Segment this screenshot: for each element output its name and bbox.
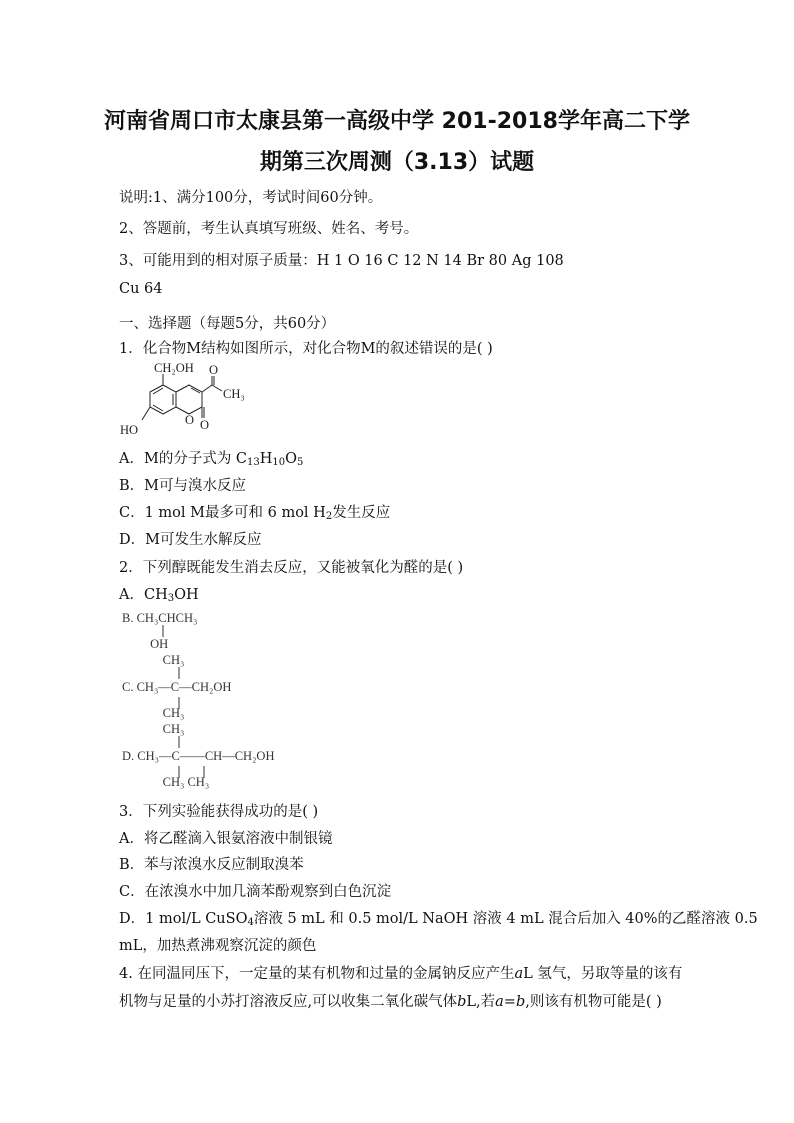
q3-option-b: B．苯与浓溴水反应制取溴苯 <box>119 857 304 873</box>
q2-option-c-line-0: CH₃ <box>122 653 185 667</box>
q3-option-d-cont: mL，加热煮沸观察沉淀的颜色 <box>119 938 317 954</box>
q2-option-c-line-1: C. CH₃—C—CH₂OH <box>122 680 232 694</box>
label-ho: HO <box>120 423 139 437</box>
q2-option-c-line-2: CH₃ <box>122 706 185 720</box>
q2-option-b-line-1: B. CH₃CHCH₃ <box>122 611 198 625</box>
q3-option-d: D．1 mol/L CuSO$_4$溶液 5 mL 和 0.5 mol/L NaOH 溶液 4 mL 混合后加入 40%的乙醛溶液 0.5 <box>119 911 758 928</box>
q2-option-a: A．$CH_3OH$ <box>119 587 199 604</box>
q2-option-d-line-0: CH₃ <box>122 722 185 736</box>
q1-option-c: C．1 mol M最多可和 6 mol $H_2$发生反应 <box>119 505 391 522</box>
note-4: Cu 64 <box>119 281 163 297</box>
note-2: 2、答题前，考生认真填写班级、姓名、考号。 <box>119 221 419 237</box>
label-ch2oh: CH₂OH <box>154 361 194 375</box>
q1-option-a: A．M的分子式为 $C_{13}H_{10}O_5$ <box>119 451 304 468</box>
paper-title-line-1: 河南省周口市太康县第一高级中学 201-2018学年高二下学 <box>104 109 690 134</box>
q1-option-d: D．M可发生水解反应 <box>119 532 262 548</box>
paper-title-line-2: 期第三次周测（3.13）试题 <box>259 150 535 175</box>
section-heading: 一、选择题（每题5分，共60分） <box>119 316 336 332</box>
q2-option-c-bonds <box>176 667 182 711</box>
q3-option-a: A．将乙醛滴入银氨溶液中制银镜 <box>119 831 333 847</box>
q4-line-1: 4. 在同温同压下，一定量的某有机物和过量的金属钠反应产生aL 氢气，另取等量的该有 <box>119 966 683 982</box>
label-o-ketone: O <box>209 363 219 377</box>
label-ch3: CH₃ <box>223 387 245 401</box>
q3-option-c: C．在浓溴水中加几滴苯酚观察到白色沉淀 <box>119 884 392 900</box>
note-1: 说明:1、满分100分，考试时间60分钟。 <box>119 190 383 206</box>
q2-stem: 2．下列醇既能发生消去反应，又能被氧化为醛的是( ) <box>119 560 464 576</box>
label-o-ring: O <box>185 413 195 427</box>
q2-option-b-line-2: OH <box>122 637 169 651</box>
q1-stem: 1．化合物M结构如图所示，对化合物M的叙述错误的是( ) <box>119 341 493 357</box>
q2-option-b-bond <box>160 625 166 637</box>
q3-stem: 3．下列实验能获得成功的是( ) <box>119 804 319 820</box>
q4-line-2: 机物与足量的小苏打溶液反应,可以收集二氧化碳气体bL,若a=b,则该有机物可能是( ) <box>119 994 662 1010</box>
label-o-carbonyl: O <box>200 418 210 432</box>
q1-option-b: B．M可与溴水反应 <box>119 478 247 494</box>
compound-m-structure <box>118 358 258 440</box>
note-3: 3、可能用到的相对原子质量：H 1 O 16 C 12 N 14 Br 80 Ag 108 <box>119 253 564 269</box>
q2-option-d-line-2: CH₃ CH₃ <box>122 775 210 789</box>
q2-option-d-line-1: D. CH₃—C——CH—CH₂OH <box>122 749 275 763</box>
q2-option-d-bonds <box>176 736 216 780</box>
